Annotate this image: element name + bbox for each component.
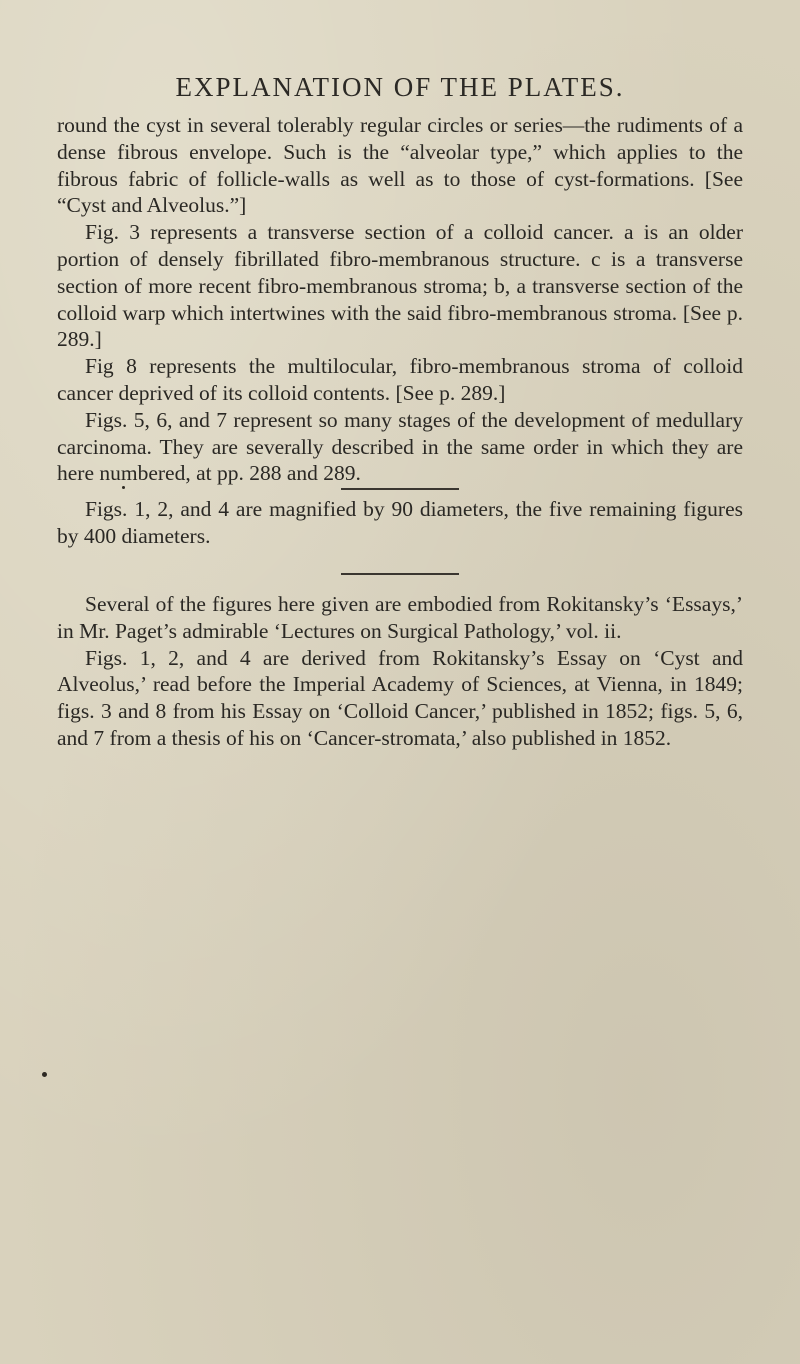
paragraph-magnification: Figs. 1, 2, and 4 are magnified by 90 diameters, the five remaining figures by 400 diameters. xyxy=(57,497,743,548)
section-divider xyxy=(341,573,459,575)
plate-descriptions xyxy=(57,112,743,487)
ink-speck xyxy=(42,1072,47,1077)
paragraph-sources: Several of the figures here given are embodied from Rokitansky’s ‘Essays,’ in Mr. Paget’s admirable ‘Lectures on Surgical Pathology,’ vol. ii. xyxy=(57,592,743,643)
page-heading: EXPLANATION OF THE PLATES. xyxy=(175,72,625,102)
paragraph-fig-8: Fig 8 represents the multilocular, fibro-membranous stroma of colloid cancer deprived of its colloid contents. [See p. 289.] xyxy=(57,354,743,405)
magnification-note xyxy=(57,496,743,550)
paragraph-continuation: round the cyst in several tolerably regular circles or series—the rudiments of a dense fibrous envelope. Such is the “alveolar type,” which applies to the fibrous fabric of follicle-walls as well as to those of cyst-formations. [See “Cyst and Alveolus.”] xyxy=(57,113,743,218)
paragraph-fig-3: Fig. 3 represents a transverse section of a colloid cancer. a is an older portion of densely fibrillated fibro-membranous structure. c is a transverse section of more recent fibro-membranous stroma; b, a transverse section of the colloid warp which intertwines with the said fibro-membranous stroma. [See p. 289.] xyxy=(57,220,743,352)
paragraph-derivations: Figs. 1, 2, and 4 are derived from Rokitansky’s Essay on ‘Cyst and Alveolus,’ read before the Imperial Academy of Sciences, at Vienna, in 1849; figs. 3 and 8 from his Essay on ‘Colloid Cancer,’ published in 1852; figs. 5, 6, and 7 from a thesis of his on ‘Cancer-stromata,’ also published in 1852. xyxy=(57,645,743,750)
sources-note xyxy=(57,591,743,752)
ink-speck xyxy=(122,486,125,489)
section-divider xyxy=(341,488,459,490)
paragraph-figs-5-6-7: Figs. 5, 6, and 7 represent so many stages of the development of medullary carcinoma. They are severally described in the same order in which they are here numbered, at pp. 288 and 289. xyxy=(57,407,743,486)
